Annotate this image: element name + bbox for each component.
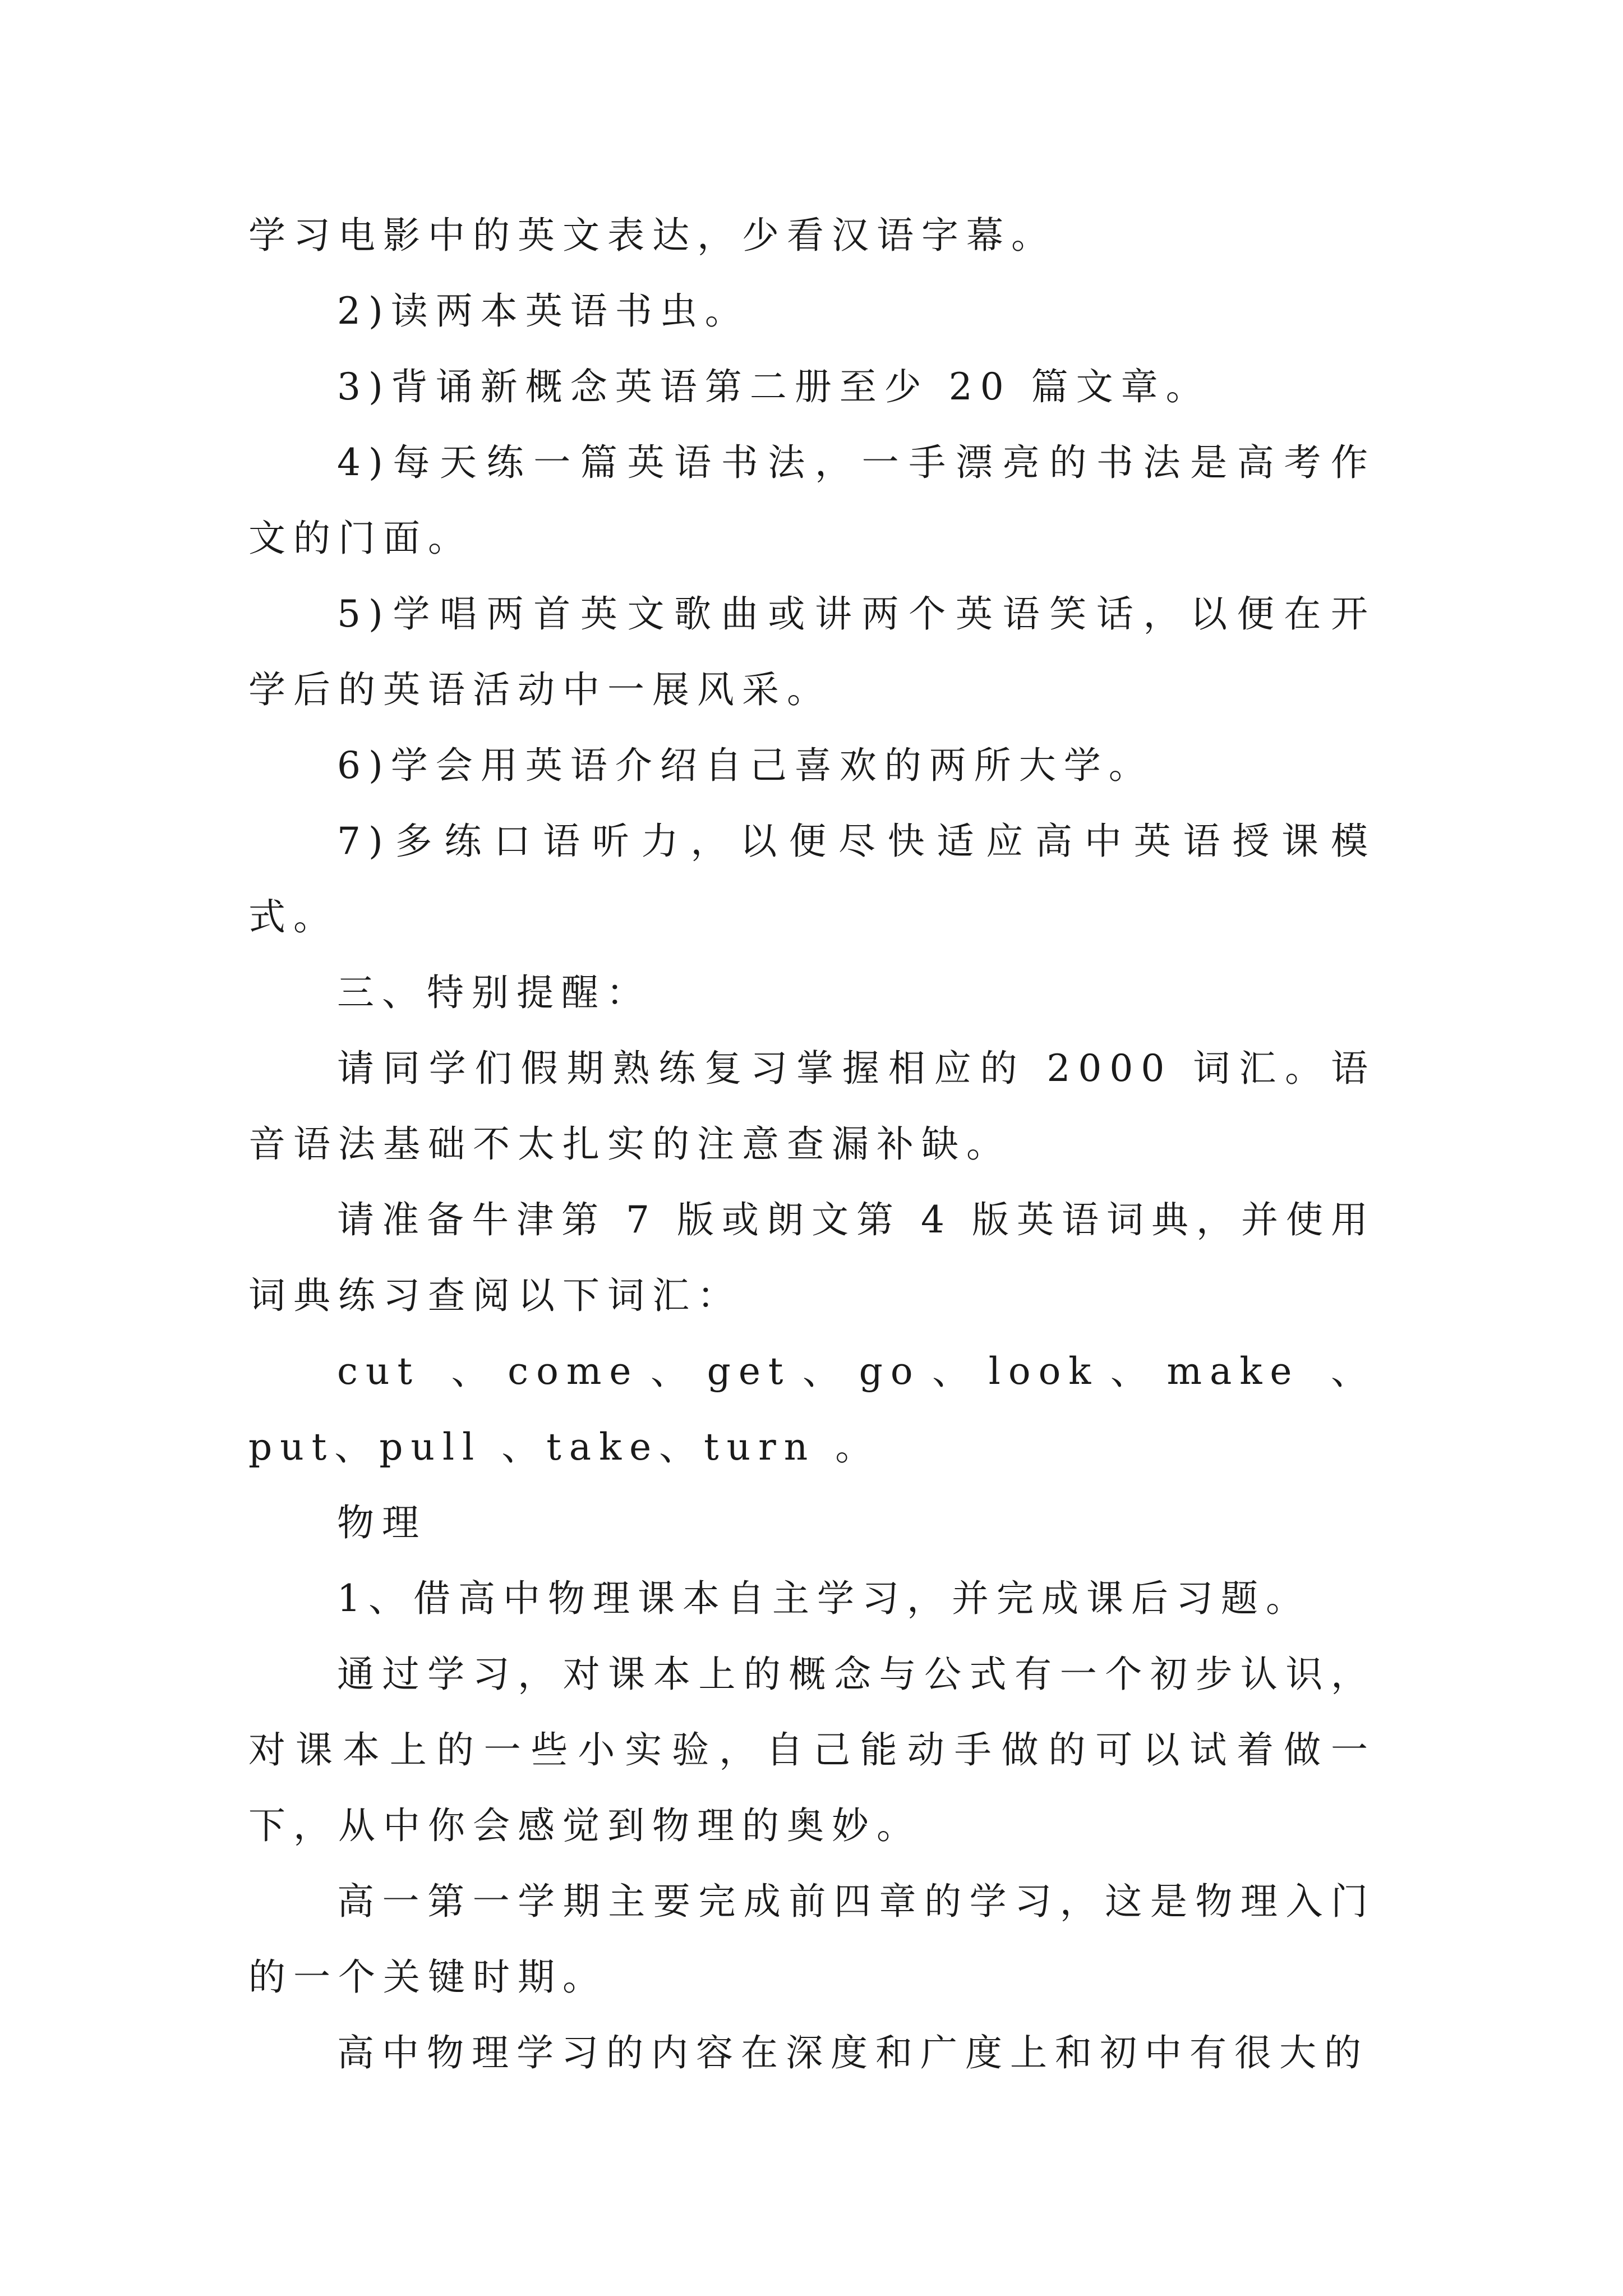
paragraph: 3)背诵新概念英语第二册至少 20 篇文章。: [337, 365, 1211, 408]
paragraph: 1、借高中物理课本自主学习，并完成课后习题。: [337, 1577, 1311, 1620]
paragraph: 2)读两本英语书虫。: [337, 289, 750, 333]
paragraph: 请准备牛津第 7 版或朗文第 4 版英语词典，并使用词典练习查阅以下词汇：: [248, 1198, 1376, 1317]
paragraph: 请同学们假期熟练复习掌握相应的 2000 词汇。语音语法基础不太扎实的注意查漏补缺。: [248, 1047, 1376, 1166]
subject-heading: 物理: [337, 1501, 427, 1544]
paragraph: 通过学习，对课本上的概念与公式有一个初步认识，对课本上的一些小实验，自己能动手做的可以试着做一下，从中你会感觉到物理的奥妙。: [248, 1653, 1376, 1847]
paragraph: 高中物理学习的内容在深度和广度上和初中有很大的: [337, 2031, 1369, 2074]
section-heading: 三、特别提醒：: [337, 971, 651, 1014]
document-body: [248, 197, 1376, 2091]
paragraph: 4)每天练一篇英语书法，一手漂亮的书法是高考作文的门面。: [248, 441, 1376, 560]
paragraph: 6)学会用英语介绍自己喜欢的两所大学。: [337, 744, 1154, 787]
paragraph: 7)多练口语听力，以便尽快适应高中英语授课模式。: [248, 820, 1376, 938]
paragraph: 高一第一学期主要完成前四章的学习，这是物理入门的一个关键时期。: [248, 1880, 1376, 1999]
paragraph-continuation: 学习电影中的英文表达，少看汉语字幕。: [248, 214, 1056, 257]
paragraph: 5)学唱两首英文歌曲或讲两个英语笑话，以便在开学后的英语活动中一展风采。: [248, 592, 1376, 711]
vocabulary-list: cut 、come、get、go、look、make 、put、pull 、take、turn 。: [248, 1350, 1376, 1469]
